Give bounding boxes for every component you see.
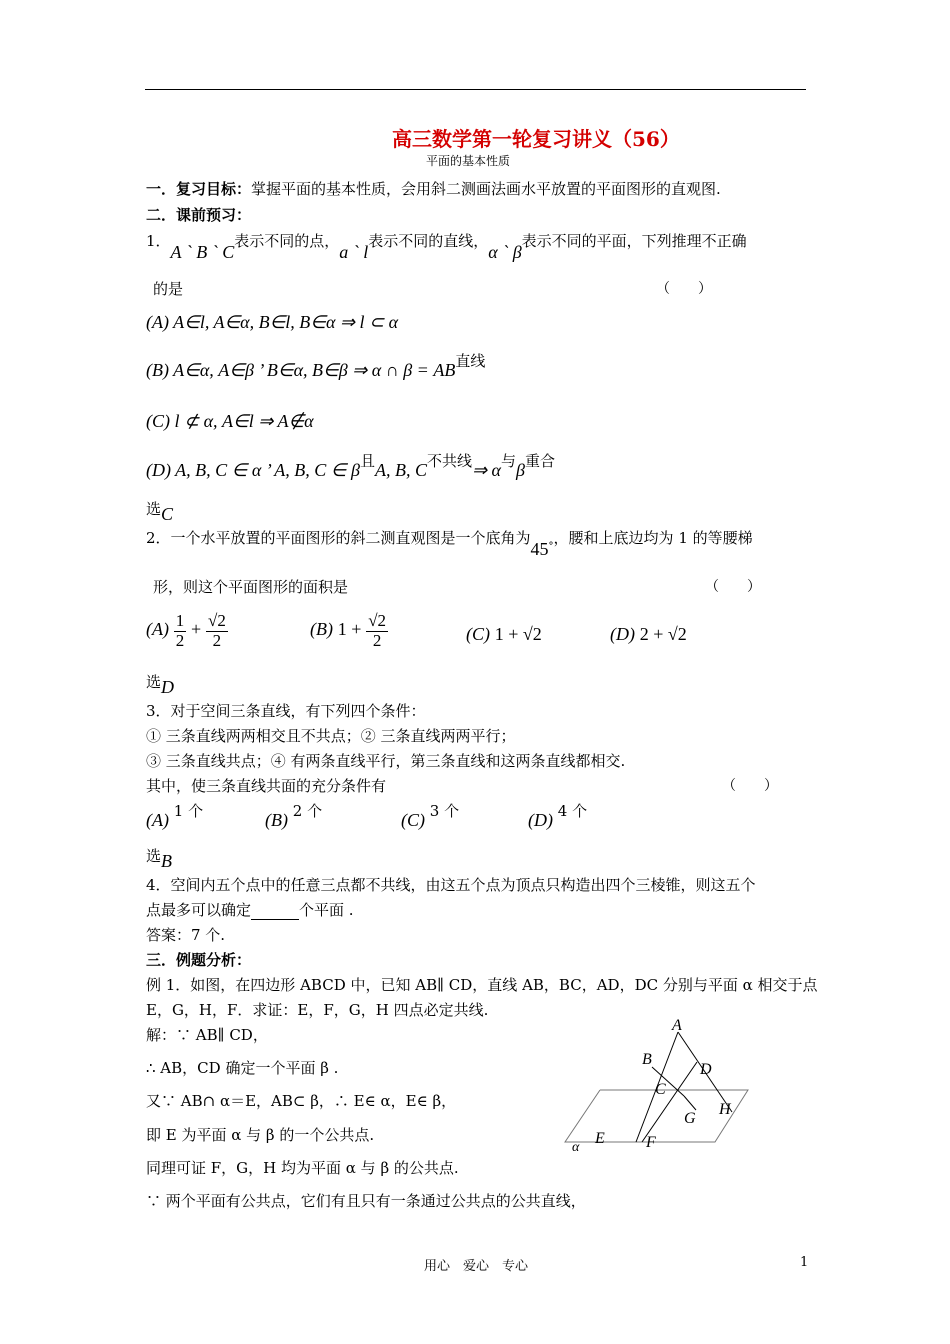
section-label: 一．复习目标：: [146, 180, 252, 198]
option-label: (A): [146, 810, 169, 830]
q1-answer: [146, 498, 174, 524]
denominator: 2: [372, 630, 382, 650]
answer-value: D: [161, 677, 175, 697]
solution-step-3: 又∵ AB∩ α＝E，AB⊂ β，∴ E∈ α，E∈ β，: [146, 1092, 457, 1110]
q3-option-b: [265, 800, 323, 830]
q1-option-c: (C) l ⊄ α, A∈l ⇒ A∉α: [146, 411, 314, 431]
q2-text-end: 形，则这个平面图形的面积是: [153, 578, 349, 596]
q1-option-b: [146, 352, 486, 381]
solution-step-5: 同理可证 F，G，H 均为平面 α 与 β 的公共点.: [146, 1159, 459, 1177]
option-value: 1 + √2: [494, 624, 542, 644]
fraction: [366, 612, 388, 650]
q1-text: 表示不同的直线，: [368, 232, 489, 250]
q2-option-c: [466, 624, 542, 645]
point-label: C: [655, 1081, 666, 1098]
option-value: 3 个: [429, 802, 460, 820]
option-value: 2 个: [292, 802, 323, 820]
q1-option-d-math: β: [516, 460, 525, 480]
option-label: (D): [528, 810, 553, 830]
option-label: (D): [610, 624, 635, 644]
point-label: B: [642, 1051, 652, 1068]
q3-answer: [146, 845, 173, 871]
q3-option-a: [146, 800, 204, 830]
q1-option-d: [146, 452, 555, 481]
solution-step-1: 解：∵ AB∥ CD，: [146, 1026, 268, 1044]
answer-label: 选: [146, 500, 162, 518]
answer-value: C: [161, 504, 174, 524]
q3-answer-paren: （ ）: [722, 778, 778, 794]
example-1-line-2: E，G，H，F．求证：E，F，G，H 四点必定共线.: [146, 1001, 489, 1019]
q2-degree: °: [548, 541, 554, 552]
point-label: F: [646, 1134, 656, 1151]
page-number: 1: [800, 1255, 809, 1270]
question-2-line-1: [146, 527, 753, 559]
plus-sign: +: [191, 619, 202, 640]
q1-option-d-math: (D) A, B, C ∈ α ’ A, B, C ∈ β: [146, 460, 360, 480]
section-preview: 二．课前预习：: [146, 206, 252, 224]
q1-lines: a ` l: [339, 242, 369, 262]
q2-answer: [146, 671, 175, 697]
question-3-line-3: ③ 三条直线共点；④ 有两条直线平行，第三条直线和这两条直线都相交.: [146, 752, 626, 770]
page-title: 高三数学第一轮复习讲义（56）: [392, 127, 680, 151]
example-1-line-1: 例 1．如图，在四边形 ABCD 中，已知 AB∥ CD，直线 AB，BC，AD，DC 分别与平面 α 相交于点: [146, 976, 818, 994]
option-label: (B): [310, 619, 333, 640]
line-cg: [684, 1096, 696, 1110]
answer-label: 选: [146, 673, 162, 691]
q2-text: 2．一个水平放置的平面图形的斜二测直观图是一个底角为: [146, 529, 531, 547]
point-label: G: [684, 1110, 696, 1127]
point-label: E: [595, 1130, 605, 1147]
question-3-line-4: 其中，使三条直线共面的充分条件有: [146, 777, 387, 795]
solution-step-2: ∴ AB，CD 确定一个平面 β .: [146, 1059, 339, 1077]
q1-option-d-text: 且: [359, 452, 375, 470]
plane-label: α: [572, 1140, 580, 1152]
q1-option-d-math: ⇒ α: [471, 460, 501, 480]
q4-text: 点最多可以确定: [146, 901, 252, 919]
q1-option-b-math: (B) A∈α, A∈β ’ B∈α, B∈β ⇒ α ∩ β = AB: [146, 360, 456, 380]
q1-points: A ` B ` C: [170, 242, 235, 262]
section-review-goals: [146, 178, 721, 199]
denominator: 2: [175, 630, 185, 650]
page-subtitle: 平面的基本性质: [426, 154, 511, 168]
q1-text-end: 的是: [153, 280, 184, 298]
q1-text: 表示不同的点，: [234, 232, 340, 250]
numerator: 1: [175, 611, 185, 630]
option-value: 2 + √2: [639, 624, 687, 644]
question-3-line-2: ① 三条直线两两相交且不共点；② 三条直线两两平行；: [146, 727, 516, 745]
q4-text: 个平面 .: [299, 901, 354, 919]
q4-answer: 答案：7 个.: [146, 926, 226, 944]
header-rule: [145, 89, 806, 90]
q2-option-b-math: 1 +: [337, 619, 362, 640]
solution-step-4: 即 E 为平面 α 与 β 的一个公共点.: [146, 1126, 375, 1144]
q1-number: 1．: [146, 232, 171, 250]
question-3-line-1: 3．对于空间三条直线，有下列四个条件：: [146, 702, 426, 720]
footer-motto: 用心 爱心 专心: [424, 1259, 529, 1274]
answer-value: B: [161, 851, 173, 871]
point-label: A: [672, 1017, 682, 1034]
q1-option-a: (A) A∈l, A∈α, B∈l, B∈α ⇒ l ⊂ α: [146, 312, 399, 332]
section-text: 掌握平面的基本性质，会用斜二测画法画水平放置的平面图形的直观图.: [251, 180, 721, 198]
question-4-line-2: [146, 899, 354, 920]
answer-label: 选: [146, 847, 162, 865]
point-label: H: [719, 1101, 731, 1118]
option-label: (C): [401, 810, 425, 830]
fraction: [174, 612, 187, 650]
q2-option-b: [310, 612, 388, 650]
q1-option-d-text: 不共线: [426, 452, 472, 470]
q3-option-c: [401, 800, 460, 830]
denominator: 2: [212, 630, 222, 650]
q2-angle: 45: [530, 539, 549, 559]
section-examples: 三．例题分析：: [146, 951, 252, 969]
q2-option-d: [610, 624, 687, 645]
fraction: [206, 612, 228, 650]
option-value: 1 个: [173, 802, 204, 820]
solution-step-6: ∵ 两个平面有公共点，它们有且只有一条通过公共点的公共直线，: [146, 1192, 586, 1210]
question-4-line-1: 4．空间内五个点中的任意三点都不共线，由这五个点为顶点只构造出四个三棱锥，则这五个: [146, 876, 756, 894]
q2-answer-paren: （ ）: [705, 579, 761, 595]
numerator: √2: [207, 611, 226, 630]
option-label: (B): [265, 810, 288, 830]
question-1-line-1: [146, 230, 747, 262]
geometry-figure: [560, 1012, 760, 1152]
option-label: (A): [146, 619, 169, 640]
q1-planes: α ` β: [488, 242, 522, 262]
q1-option-d-text: 与: [501, 452, 517, 470]
q1-option-d-text: 重合: [524, 452, 555, 470]
q1-option-b-tail: 直线: [455, 352, 486, 370]
numerator: √2: [368, 611, 387, 630]
q1-text: 表示不同的平面，下列推理不正确: [521, 232, 747, 250]
q1-answer-paren: （ ）: [656, 281, 712, 297]
q1-option-d-math: A, B, C: [374, 460, 427, 480]
q2-option-a: [146, 612, 228, 650]
option-value: 4 个: [557, 802, 588, 820]
q3-option-d: [528, 800, 588, 830]
answer-blank: [251, 905, 299, 920]
point-label: D: [700, 1061, 712, 1078]
q2-text: ，腰和上底边均为 1 的等腰梯: [553, 529, 753, 547]
option-label: (C): [466, 624, 490, 644]
